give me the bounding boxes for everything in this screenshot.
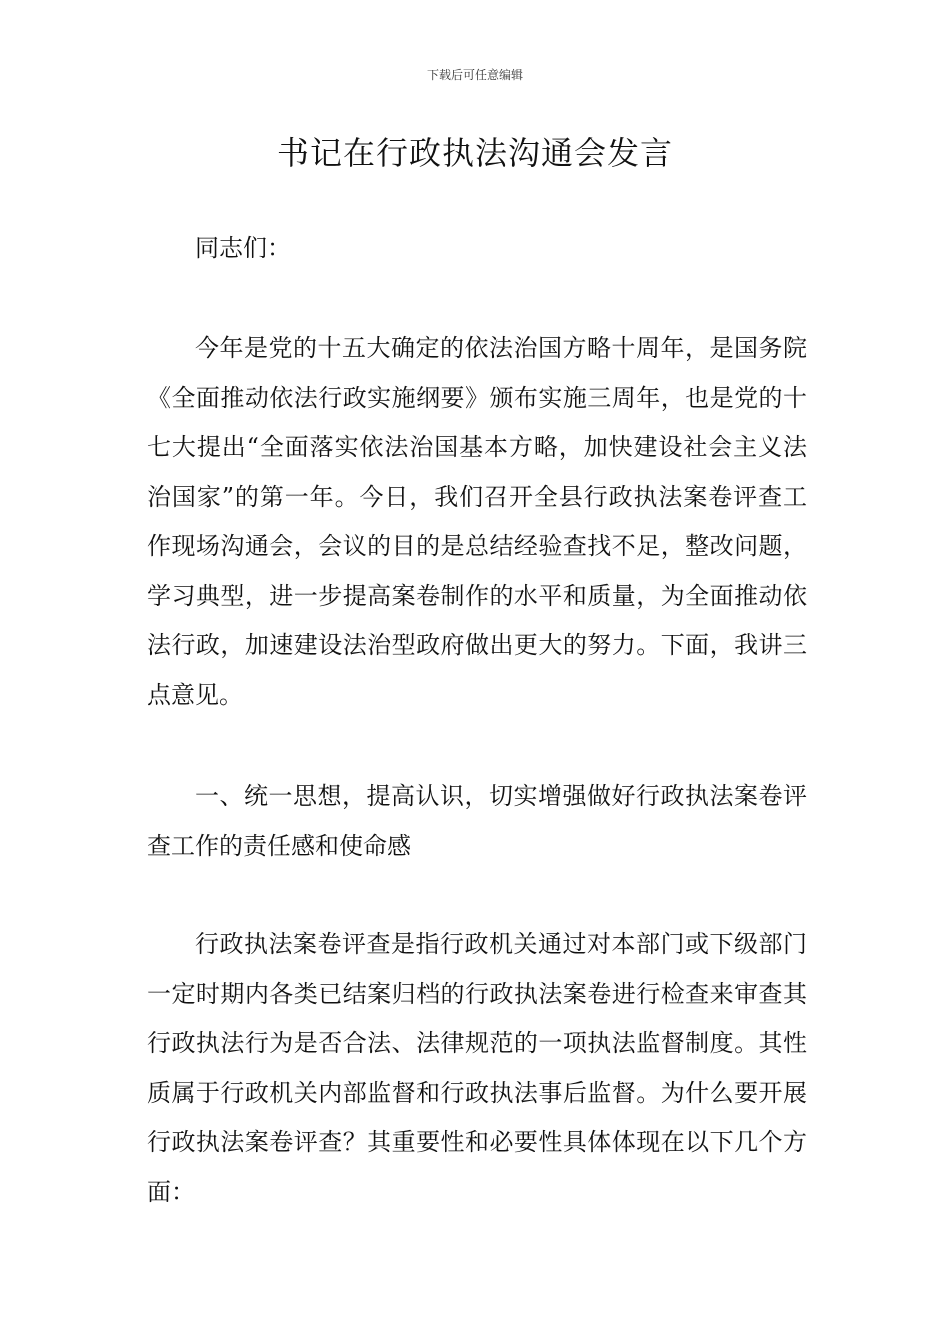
body-paragraph-2: 行政执法案卷评查是指行政机关通过对本部门或下级部门一定时期内各类已结案归档的行政执法案卷进行检查来审查其行政执法行为是否合法、法律规范的一项执法监督制度。其性质属于行政机关内部监督和行政执法事后监督。为什么要开展行政执法案卷评查？其重要性和必要性具体体现在以下几个方面： (147, 930, 807, 1206)
body-paragraph-1: 今年是党的十五大确定的依法治国方略十周年，是国务院《全面推动依法行政实施纲要》颁布实施三周年，也是党的十七大提出“全面落实依法治国基本方略，加快建设社会主义法治国家”的第一年。今日，我们召开全县行政执法案卷评查工作现场沟通会，会议的目的是总结经验查找不足，整改问题，学习典型，进一步提高案卷制作的水平和质量，为全面推动依法行政，加速建设法治型政府做出更大的努力。下面，我讲三点意见。 (147, 334, 807, 709)
header-note: 下载后可任意编辑 (426, 68, 523, 82)
section-heading-block (147, 772, 807, 871)
document-title: 书记在行政执法沟通会发言 (276, 134, 673, 172)
paragraph-block-2 (147, 920, 807, 1217)
salutation: 同志们： (195, 234, 291, 262)
section-heading-1: 一、统一思想，提高认识，切实增强做好行政执法案卷评查工作的责任感和使命感 (147, 782, 807, 860)
paragraph-block-1 (147, 324, 807, 720)
salutation-block (147, 224, 807, 274)
